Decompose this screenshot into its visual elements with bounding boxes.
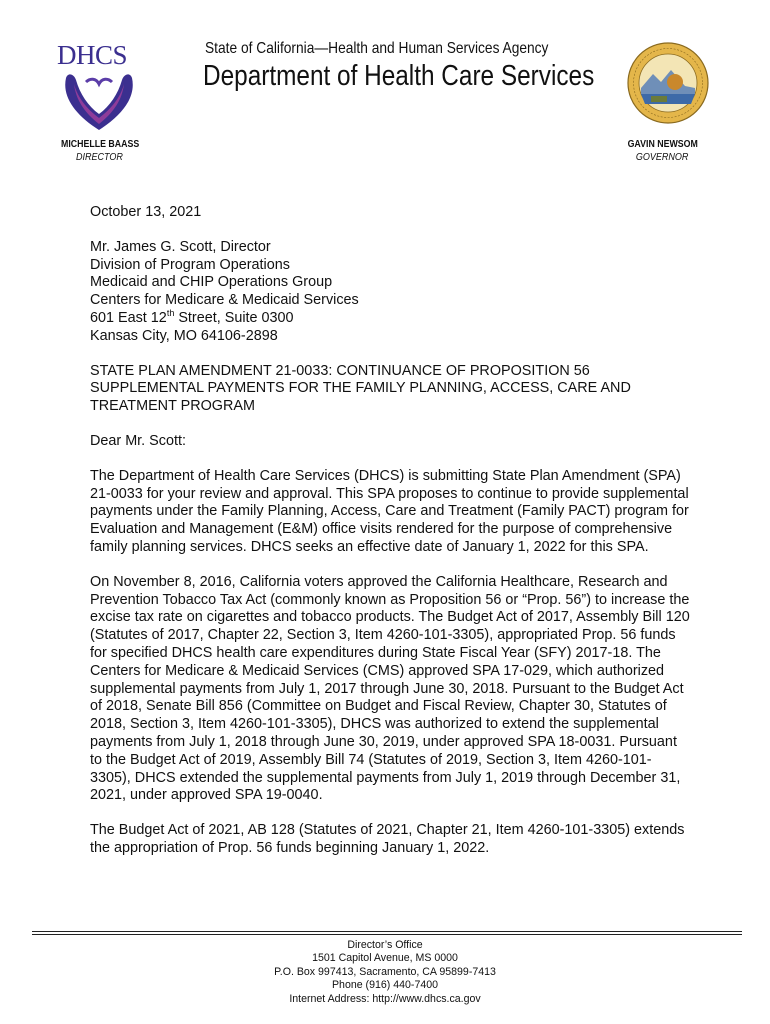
letter-body <box>90 204 690 875</box>
recipient-line: Mr. James G. Scott, Director <box>90 238 271 255</box>
footer-address <box>0 939 770 1006</box>
governor-name: GAVIN NEWSOM <box>627 139 698 150</box>
subject-line: STATE PLAN AMENDMENT 21-0033: CONTINUANCE OF PROPOSITION 56 SUPPLEMENTAL PAYMENTS FOR THE FAMILY PLANNING, ACCESS, CARE AND TREATMENT PROGRAM <box>90 362 631 415</box>
director-title: DIRECTOR <box>76 152 123 163</box>
california-state-seal-icon <box>627 42 709 124</box>
recipient-line: Kansas City, MO 64106-2898 <box>90 327 278 344</box>
recipient-line: Medicaid and CHIP Operations Group <box>90 274 333 291</box>
footer-divider <box>32 931 742 932</box>
recipient-street-line <box>90 310 690 328</box>
letter-date: October 13, 2021 <box>90 204 202 220</box>
recipient-address <box>90 239 690 346</box>
salutation: Dear Mr. Scott: <box>90 432 186 449</box>
governor-title: GOVERNOR <box>635 152 688 163</box>
footer-office: Director’s Office <box>347 939 423 951</box>
director-name: MICHELLE BAASS <box>61 139 140 150</box>
agency-name: State of California—Health and Human Services Agency <box>205 40 549 57</box>
recipient-line: Centers for Medicare & Medicaid Services <box>90 292 359 309</box>
department-title: Department of Health Care Services <box>203 60 595 92</box>
street-rest: Street, Suite 0300 <box>174 309 294 326</box>
footer-po-box: P.O. Box 997413, Sacramento, CA 95899-7413 <box>274 965 496 978</box>
logo-wordmark: DHCS <box>57 40 128 70</box>
footer-phone: Phone (916) 440-7400 <box>331 979 439 992</box>
street-number: 601 East 12 <box>90 309 167 326</box>
body-paragraph: The Department of Health Care Services (DHCS) is submitting State Plan Amendment (SPA) 21-0033 for your review and approval. This SPA proposes to continue to provide supplemental payments under the Family Planning, Access, Care and Treatment (Family PACT) program for Evaluation and Management (E&M) office visits rendered for the purpose of comprehensive family planning services. DHCS seeks an effective date of January 1, 2022 for this SPA. <box>90 467 689 555</box>
street-ordinal: th <box>166 308 175 319</box>
footer-street: 1501 Capitol Avenue, MS 0000 <box>312 952 458 965</box>
body-paragraph: The Budget Act of 2021, AB 128 (Statutes of 2021, Chapter 21, Item 4260-101-3305) extends the appropriation of Prop. 56 funds beginning January 1, 2022. <box>90 822 685 856</box>
body-paragraph: On November 8, 2016, California voters approved the California Healthcare, Research and Prevention Tobacco Tax Act (commonly known as Proposition 56 or “Prop. 56”) to increase the excise tax rate on cigarettes and tobacco products. The Budget Act of 2017, Assembly Bill 120 (Statutes of 2017, Chapter 22, Section 3, Item 4260-101-3305), appropriated Prop. 56 funds for specified DHCS health care expenditures during State Fiscal Year (SFY) 2017-18. The Centers for Medicare & Medicaid Services (CMS) approved SPA 17-029, which authorized supplemental payments from July 1, 2017 through June 30, 2018. Pursuant to the Budget Act of 2018, Senate Bill 856 (Committee on Budget and Fiscal Review, Chapter 30, Statutes of 2018, Section 3, Item 4260-101-3305), DHCS was authorized to extend the supplemental payments from July 1, 2018 through June 30, 2019, under approved SPA 18-0031. Pursuant to the Budget Act of 2019, Assembly Bill 74 (Statutes of 2019, Section 3, Item 4260-101-3305), DHCS extended the supplemental payments from July 1, 2019 through December 31, 2021, under approved SPA 19-0040. <box>90 573 690 804</box>
recipient-line: Division of Program Operations <box>90 256 290 273</box>
footer-website: Internet Address: http://www.dhcs.ca.gov <box>289 992 481 1005</box>
footer-divider-thin <box>32 934 742 935</box>
